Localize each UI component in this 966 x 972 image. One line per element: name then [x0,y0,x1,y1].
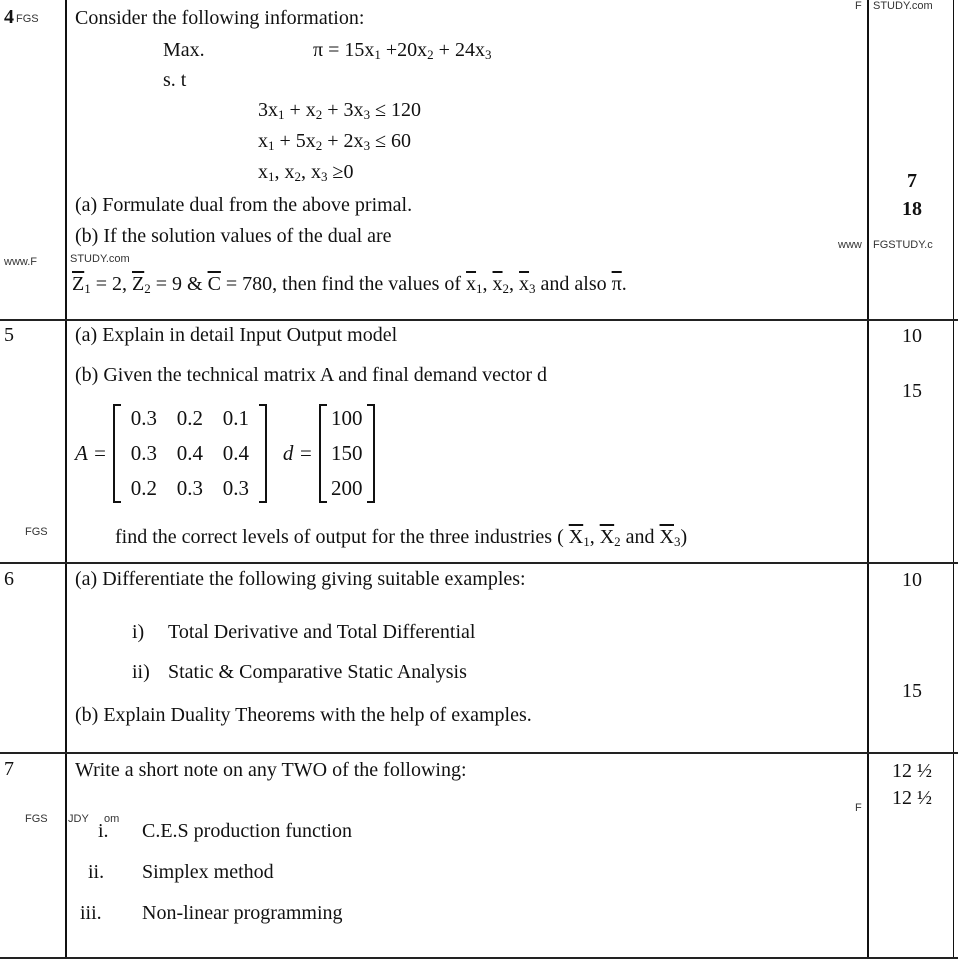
objective-function: $\pi = 15x_1 +20x_2 + 24x_3$ [313,39,492,62]
vector-cell: 200 [331,476,363,500]
matrix-cell: 0.4 [176,441,203,465]
question-number: 6 [4,568,14,590]
question-number: 7 [4,758,14,780]
watermark: STUDY.com [70,253,130,265]
watermark: www.F [4,256,37,268]
matrix-cell: 0.3 [130,441,157,465]
marks: 7 [907,170,917,192]
watermark: JDY [68,813,89,825]
list-item: Simplex method [142,861,274,883]
constraint: $3x_1 + x_2 + 3x_3 \le 120$ [258,99,422,122]
matrix-cell: 0.2 [130,476,157,500]
marks: 12 ½ [892,760,932,782]
part-b-dual-values: $\overline{Z}_1 = 2$, $\overline{Z}_2 = 9$ & $\overline{C} = 780$, then find the values of $\overline{x}_1$, $\overline{x}_2$, $\overline{x}_3$ and also $\overline{\pi}$. [72,273,627,296]
question-intro: Write a short note on any TWO of the following: [75,759,467,781]
list-item-number: ii) [132,661,150,683]
marks: 18 [902,198,922,220]
question-number: 5 [4,324,14,346]
watermark: FGS [25,526,48,538]
watermark: FGS [16,13,39,25]
matrix-cell: 0.4 [222,441,249,465]
part-b: (b) Explain Duality Theorems with the help of examples. [75,704,532,726]
watermark: F [855,0,862,12]
watermark: www [838,239,862,251]
part-b: (b) If the solution values of the dual are [75,225,392,247]
technical-matrix [75,404,375,503]
column-divider-right [867,0,869,958]
marks: 15 [902,380,922,402]
matrix-label: A = [75,441,107,465]
matrix-cell: 0.3 [130,406,157,430]
part-b-find: find the correct levels of output for the three industries ( $\overline{X}_1$, $\overline{X}_2$ and $\overline{X}_3$) [115,526,688,549]
matrix-cell: 0.1 [222,406,249,430]
row-divider [0,319,958,321]
list-item: Non-linear programming [142,902,343,924]
list-item-number: ii. [88,861,105,883]
column-divider-left [65,0,67,958]
vector-cell: 150 [331,441,363,465]
matrix-cell: 0.3 [222,476,249,500]
list-item-number: i) [132,621,145,643]
watermark: om [104,813,120,825]
list-item-number: i. [98,820,109,842]
vector-label: d = [282,441,313,465]
non-negativity-constraint: $x_1$, $x_2$, $x_3 \ge 0$ [258,161,354,184]
constraint: $x_1 + 5x_2 + 2x_3 \le 60$ [258,130,412,153]
row-divider [0,752,958,754]
column-divider-edge [953,0,954,958]
objective-label: Max. [163,39,205,61]
list-item-number: iii. [80,902,102,924]
matrix-cell: 0.3 [176,476,203,500]
marks: 10 [902,325,922,347]
part-a: (a) Formulate dual from the above primal. [75,194,413,216]
matrix-cell: 0.2 [176,406,203,430]
watermark: FGSTUDY.c [873,239,933,251]
row-divider [0,957,958,959]
row-divider [0,562,958,564]
part-a: (a) Differentiate the following giving suitable examples: [75,568,526,590]
subject-to-label: s. t [163,69,187,91]
watermark: FGS [25,813,48,825]
part-a: (a) Explain in detail Input Output model [75,324,398,346]
list-item: C.E.S production function [142,820,352,842]
list-item: Total Derivative and Total Differential [168,621,476,643]
marks: 15 [902,680,922,702]
watermark: STUDY.com [873,0,933,12]
question-number: 4 [4,6,14,28]
list-item: Static & Comparative Static Analysis [168,661,467,683]
question-intro: Consider the following information: [75,7,365,29]
marks: 10 [902,569,922,591]
marks: 12 ½ [892,787,932,809]
watermark: F [855,802,862,814]
part-b: (b) Given the technical matrix A and final demand vector d [75,364,548,386]
vector-cell: 100 [331,406,363,430]
